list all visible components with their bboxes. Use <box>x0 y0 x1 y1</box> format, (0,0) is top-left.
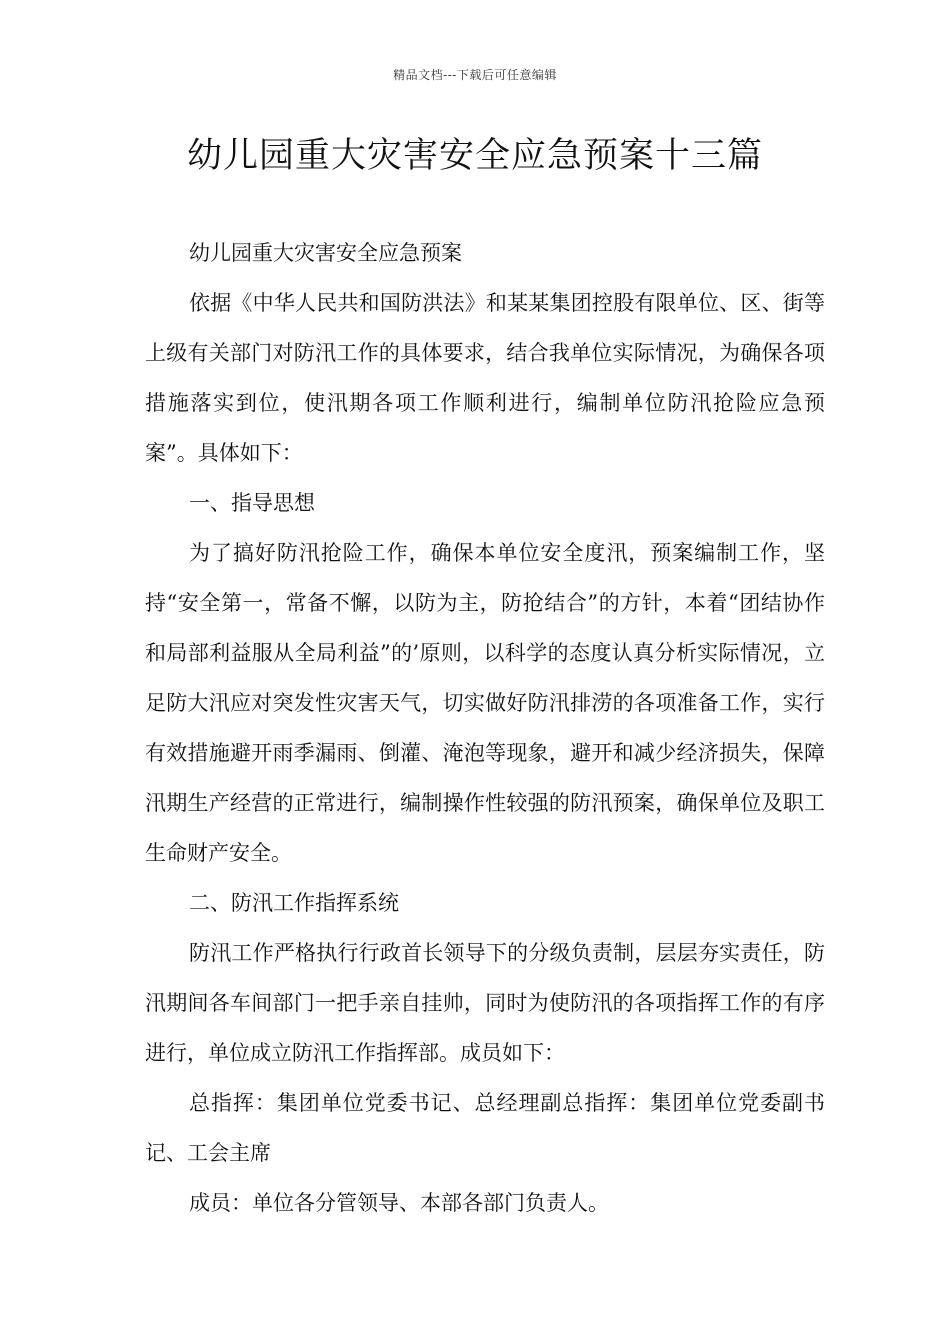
document-title: 幼儿园重大灾害安全应急预案十三篇 <box>186 136 763 176</box>
commander-paragraph: 总指挥：集团单位党委书记、总经理副总指挥：集团单位党委副书记、工会主席 <box>145 1091 825 1165</box>
members-paragraph: 成员：单位各分管领导、本部各部门负责人。 <box>189 1191 609 1215</box>
command-system-paragraph: 防汛工作严格执行行政首长领导下的分级负责制，层层夯实责任，防汛期间各车间部门一把手亲自挂帅，同时为使防汛的各项指挥工作的有序进行，单位成立防汛工作指挥部。成员如下： <box>145 941 825 1065</box>
document-body <box>145 228 825 1228</box>
section-heading-command-system: 二、防汛工作指挥系统 <box>189 891 399 915</box>
section-heading-guiding-ideology: 一、指导思想 <box>189 491 315 515</box>
section-subtitle: 幼儿园重大灾害安全应急预案 <box>189 241 462 265</box>
guiding-ideology-paragraph: 为了搞好防汛抢险工作，确保本单位安全度汛，预案编制工作，坚持“安全第一，常备不懈，以防为主，防抢结合”的方针，本着“团结协作和局部利益服从全局利益”的’原则，以科学的态度认真分析实际情况，立足防大汛应对突发性灾害天气，切实做好防汛排涝的各项准备工作，实行有效措施避开雨季漏雨、倒灌、淹泡等现象，避开和减少经济损失，保障汛期生产经营的正常进行，编制操作性较强的防汛预案，确保单位及职工生命财产安全。 <box>145 541 825 865</box>
page-header: 精品文档---下载后可任意编辑 <box>393 68 557 82</box>
intro-paragraph: 依据《中华人民共和国防洪法》和某某集团控股有限单位、区、街等上级有关部门对防汛工作的具体要求，结合我单位实际情况，为确保各项措施落实到位，使汛期各项工作顺利进行，编制单位防汛抢险应急预案”。具体如下： <box>145 291 825 465</box>
